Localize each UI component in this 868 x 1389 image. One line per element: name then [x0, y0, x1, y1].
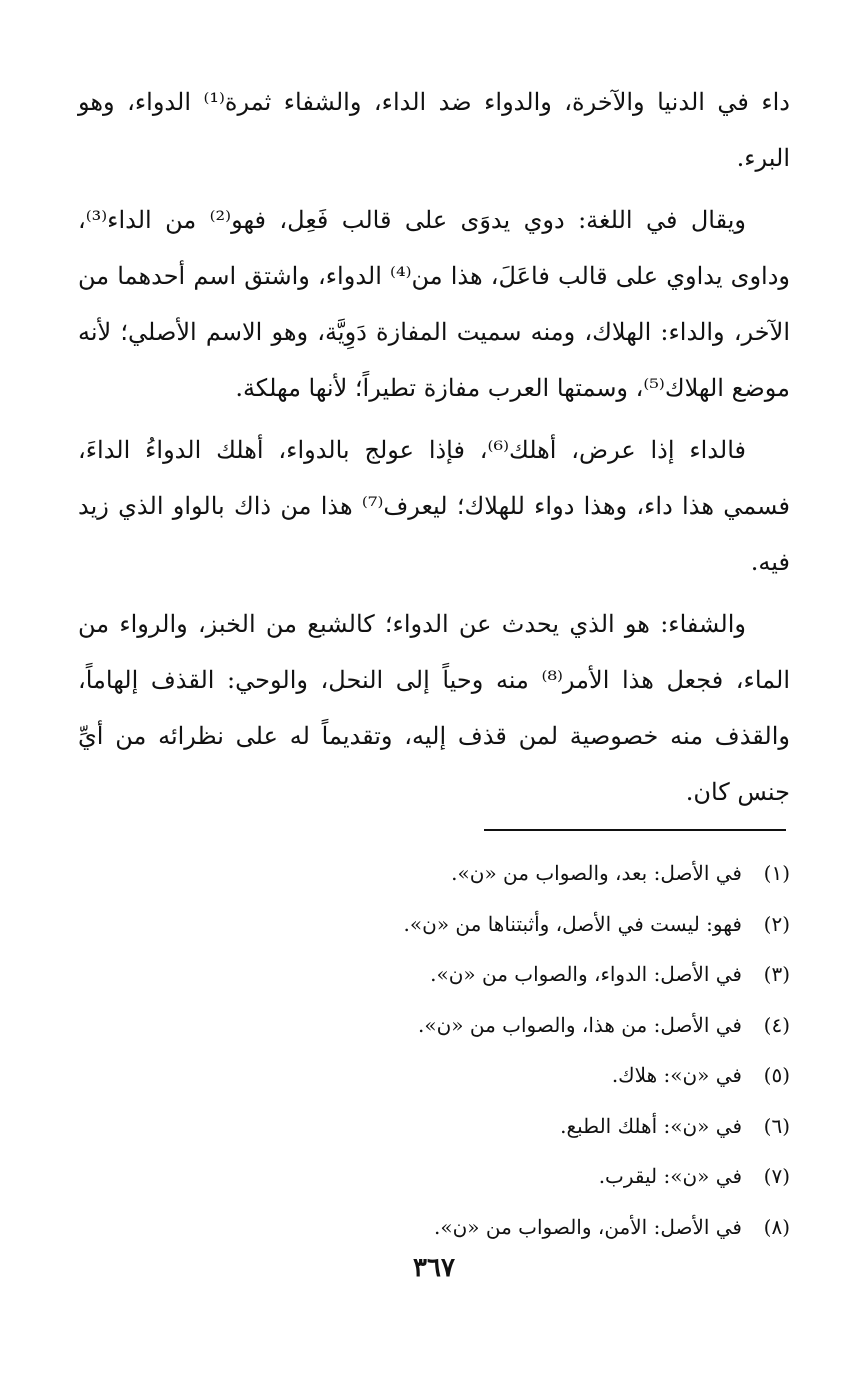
- main-text: [78, 74, 790, 826]
- footnote-text: فهو: ليست في الأصل، وأثبتناها من «ن».: [403, 911, 742, 936]
- footnote-text: في «ن»: ليقرب.: [598, 1164, 742, 1188]
- footnote-number: (١): [763, 861, 790, 885]
- paragraph-4: والشفاء: هو الذي يحدث عن الدواء؛ كالشبع من الخبز، والرواء من الماء، فجعل هذا الأمر⁽⁸⁾ منه وحياً إلى النحل، والوحي: القذف إلهاماً، والقذف منه خصوصية لمن قذف إليه، وتقديماً له على نظرائه من أيِّ جنس كان.: [78, 610, 791, 806]
- footnotes: [78, 848, 790, 1252]
- footnote-number: (٨): [763, 1214, 790, 1239]
- paragraph-2: ويقال في اللغة: دوي يدوَى على قالب فَعِل، فهو⁽²⁾ من الداء⁽³⁾، وداوى يداوي على قالب فاعَلَ، هذا من⁽⁴⁾ الدواء، واشتق اسم أحدهما من الآخر، والداء: الهلاك، ومنه سميت المفازة دَوِيَّة، وهو الاسم الأصلي؛ لأنه موضع الهلاك⁽⁵⁾، وسمتها العرب مفازة تطيراً؛ لأنها مهلكة.: [78, 206, 790, 402]
- footnote-text: في الأصل: بعد، والصواب من «ن».: [451, 861, 742, 885]
- footnote-number: (٦): [763, 1113, 790, 1138]
- footnote-number: (٥): [763, 1063, 790, 1087]
- footnote-6: [78, 1101, 790, 1152]
- footnote-text: في الأصل: من هذا، والصواب من «ن».: [417, 1012, 742, 1037]
- footnote-text: في الأصل: الدواء، والصواب من «ن».: [430, 962, 742, 986]
- page-number: ٣٦٧: [413, 1253, 455, 1283]
- footnote-7: [78, 1151, 790, 1202]
- footnote-text: في الأصل: الأمن، والصواب من «ن».: [433, 1214, 742, 1239]
- footnote-1: [78, 848, 790, 899]
- footnote-number: (٣): [763, 962, 790, 986]
- footnote-text: في «ن»: أهلك الطبع.: [560, 1113, 742, 1138]
- footnote-text: في «ن»: هلاك.: [611, 1063, 742, 1087]
- paragraph-1: داء في الدنيا والآخرة، والدواء ضد الداء، والشفاء ثمرة⁽¹⁾ الدواء، وهو البرء.: [78, 88, 790, 172]
- paragraph-3: فالداء إذا عرض، أهلك⁽⁶⁾، فإذا عولج بالدواء، أهلك الدواءُ الداءَ، فسمي هذا داء، وهذا دواء للهلاك؛ ليعرف⁽⁷⁾ هذا من ذاك بالواو الذي زيد فيه.: [78, 436, 790, 576]
- footnote-4: [78, 1000, 790, 1051]
- footnote-separator: [484, 829, 786, 831]
- footnote-5: [78, 1050, 790, 1101]
- footnote-8: [78, 1202, 790, 1253]
- footnote-3: [78, 949, 790, 1000]
- footnote-number: (٧): [763, 1164, 790, 1188]
- footnote-number: (٤): [763, 1012, 790, 1037]
- footnote-number: (٢): [763, 911, 790, 936]
- footnote-2: [78, 899, 790, 950]
